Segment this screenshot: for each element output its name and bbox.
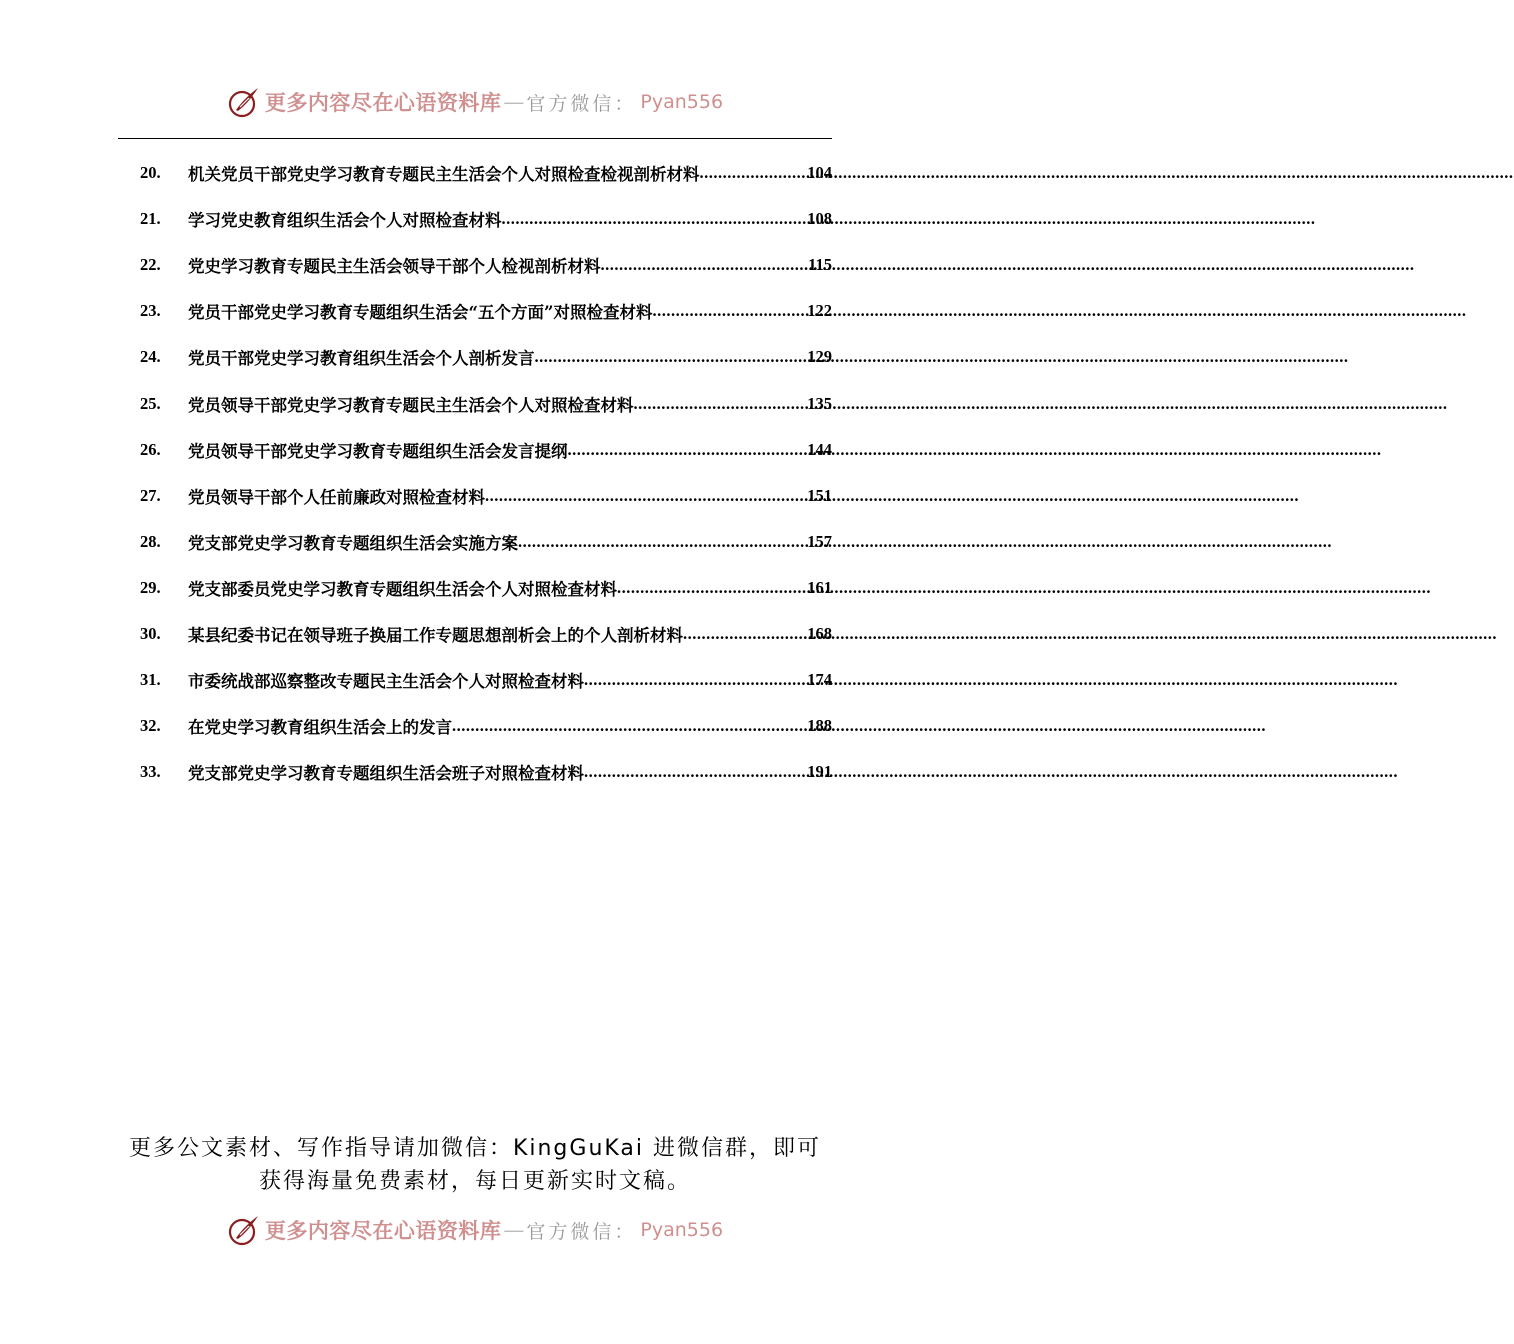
toc-entry-number: 32. bbox=[140, 716, 161, 736]
toc-entry-page: 168 bbox=[807, 623, 832, 643]
banner-separator: — bbox=[503, 90, 525, 114]
site-name: 更多内容尽在心语资料库 bbox=[264, 1218, 502, 1243]
toc-entry-title: 党员领导干部党史学习教育专题民主生活会个人对照检查材料 bbox=[188, 395, 634, 415]
toc-entry-number: 23. bbox=[140, 301, 161, 321]
toc-entry-title: 党员干部党史学习教育组织生活会个人剖析发言 bbox=[188, 349, 535, 369]
toc-leader-dots bbox=[584, 670, 807, 690]
wechat-id: Pyan556 bbox=[640, 1219, 724, 1241]
promo-text bbox=[0, 1132, 950, 1198]
toc-entry-number: 26. bbox=[140, 439, 161, 459]
banner-separator: — bbox=[503, 1218, 525, 1242]
toc-entry[interactable] bbox=[140, 657, 832, 703]
toc-entry-page: 174 bbox=[807, 670, 832, 690]
toc-leader-dots bbox=[700, 163, 808, 183]
toc-entry-number: 20. bbox=[140, 163, 161, 183]
toc-entry-number: 29. bbox=[140, 577, 161, 597]
toc-entry-title: 市委统战部巡察整改专题民主生活会个人对照检查材料 bbox=[188, 672, 584, 692]
wechat-id: Pyan556 bbox=[640, 91, 724, 113]
toc-entry-title: 党支部党史学习教育专题组织生活会班子对照检查材料 bbox=[188, 764, 584, 784]
header-divider bbox=[118, 138, 832, 139]
toc-entry-title: 党员领导干部个人任前廉政对照检查材料 bbox=[188, 487, 485, 507]
promo-line-1: 更多公文素材、写作指导请加微信：KingGuKai 进微信群，即可 bbox=[128, 1136, 822, 1161]
toc-entry[interactable] bbox=[140, 519, 832, 565]
header-banner bbox=[0, 82, 950, 122]
toc-entry-number: 24. bbox=[140, 347, 161, 367]
toc-leader-dots bbox=[485, 486, 807, 506]
quill-pen-icon bbox=[227, 85, 261, 119]
toc-entry[interactable] bbox=[140, 611, 832, 657]
toc-entry[interactable] bbox=[140, 473, 832, 519]
toc-entry[interactable] bbox=[140, 703, 832, 749]
toc-entry-page: 191 bbox=[807, 762, 832, 782]
toc-leader-dots bbox=[452, 716, 807, 736]
toc-entry-title: 党员干部党史学习教育专题组织生活会“五个方面”对照检查材料 bbox=[188, 303, 653, 323]
toc-entry-title: 机关党员干部党史学习教育专题民主生活会个人对照检查检视剖析材料 bbox=[188, 165, 700, 185]
promo-line-2: 获得海量免费素材，每日更新实时文稿。 bbox=[258, 1169, 691, 1194]
toc-leader-dots bbox=[617, 578, 807, 598]
toc-entry-page: 157 bbox=[807, 531, 832, 551]
toc-entry-page: 115 bbox=[808, 255, 832, 275]
toc-entry-number: 30. bbox=[140, 623, 161, 643]
official-wechat-label: 官方微信： bbox=[526, 1220, 637, 1243]
toc-entry-title: 党员领导干部党史学习教育专题组织生活会发言提纲 bbox=[188, 441, 568, 461]
toc-entry-page: 135 bbox=[807, 393, 832, 413]
footer-banner bbox=[0, 1210, 950, 1250]
toc-entry[interactable] bbox=[140, 749, 832, 795]
toc-entry-number: 28. bbox=[140, 531, 161, 551]
toc-entry[interactable] bbox=[140, 380, 832, 426]
toc-entry-number: 21. bbox=[140, 209, 161, 229]
toc-leader-dots bbox=[634, 394, 808, 414]
toc-entry-page: 144 bbox=[807, 439, 832, 459]
toc-leader-dots bbox=[568, 440, 808, 460]
toc-entry-page: 108 bbox=[807, 209, 832, 229]
site-name: 更多内容尽在心语资料库 bbox=[264, 90, 502, 115]
toc-entry-page: 188 bbox=[807, 716, 832, 736]
toc-entry[interactable] bbox=[140, 288, 832, 334]
table-of-contents bbox=[140, 150, 832, 795]
toc-entry-page: 104 bbox=[807, 163, 832, 183]
toc-entry-page: 161 bbox=[807, 577, 832, 597]
toc-entry-page: 129 bbox=[807, 347, 832, 367]
toc-entry[interactable] bbox=[140, 334, 832, 380]
toc-leader-dots bbox=[502, 209, 808, 229]
toc-entry[interactable] bbox=[140, 565, 832, 611]
toc-entry-number: 31. bbox=[140, 670, 161, 690]
toc-entry-page: 151 bbox=[807, 485, 832, 505]
toc-leader-dots bbox=[683, 624, 807, 644]
toc-entry-number: 33. bbox=[140, 762, 161, 782]
toc-entry-title: 党支部党史学习教育专题组织生活会实施方案 bbox=[188, 533, 518, 553]
toc-entry[interactable] bbox=[140, 150, 832, 196]
toc-entry-title: 党支部委员党史学习教育专题组织生活会个人对照检查材料 bbox=[188, 579, 617, 599]
toc-leader-dots bbox=[584, 762, 807, 782]
quill-pen-icon bbox=[227, 1213, 261, 1247]
toc-entry-number: 27. bbox=[140, 485, 161, 505]
toc-entry-title: 某县纪委书记在领导班子换届工作专题思想剖析会上的个人剖析材料 bbox=[188, 625, 683, 645]
toc-entry[interactable] bbox=[140, 196, 832, 242]
toc-entry-title: 学习党史教育组织生活会个人对照检查材料 bbox=[188, 211, 502, 231]
toc-entry[interactable] bbox=[140, 242, 832, 288]
toc-entry-page: 122 bbox=[807, 301, 832, 321]
toc-entry-number: 25. bbox=[140, 393, 161, 413]
toc-entry-title: 在党史学习教育组织生活会上的发言 bbox=[188, 718, 452, 738]
toc-leader-dots bbox=[601, 255, 809, 275]
toc-entry-title: 党史学习教育专题民主生活会领导干部个人检视剖析材料 bbox=[188, 257, 601, 277]
toc-leader-dots bbox=[518, 532, 807, 552]
toc-entry[interactable] bbox=[140, 427, 832, 473]
toc-entry-number: 22. bbox=[140, 255, 161, 275]
toc-leader-dots bbox=[535, 347, 808, 367]
official-wechat-label: 官方微信： bbox=[526, 92, 637, 115]
toc-leader-dots bbox=[652, 301, 807, 321]
